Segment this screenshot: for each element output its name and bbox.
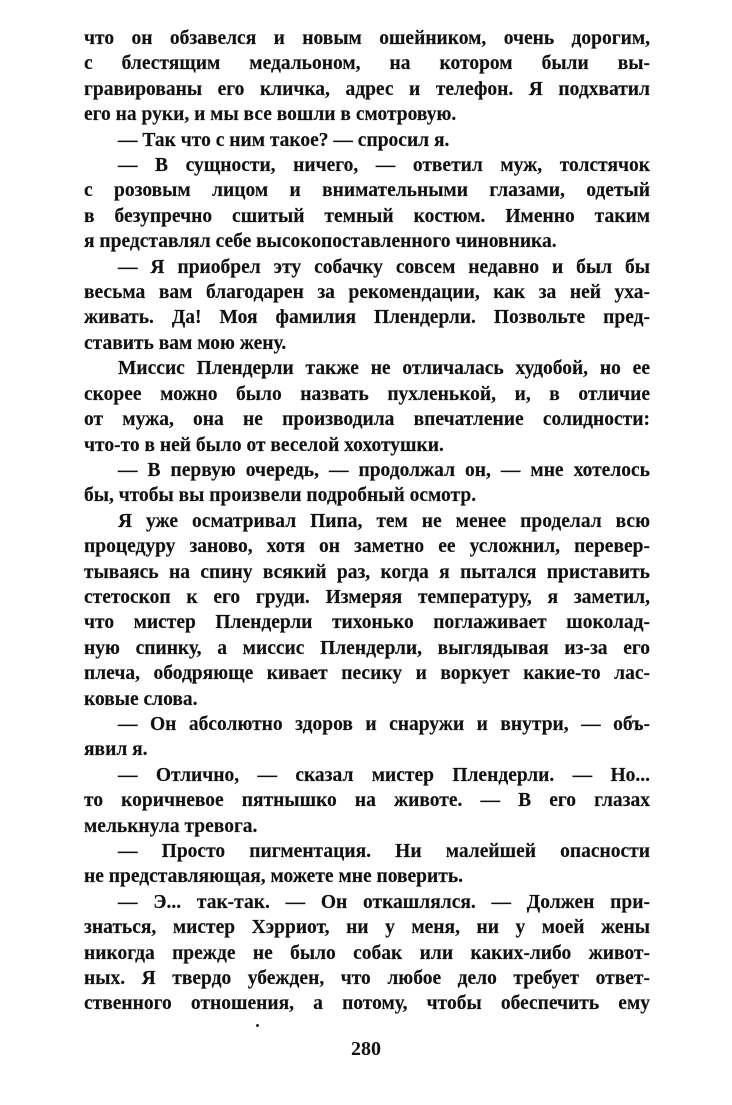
text-line: ную спинку, а миссис Плендерли, выглядывая из-за его	[84, 637, 650, 659]
text-line: стетоскоп к его груди. Измеряя температуру, я заметил,	[84, 586, 650, 608]
text-line: плеча, ободряюще кивает песику и воркует какие-то лас-	[84, 663, 650, 685]
text-line: что мистер Плендерли тихонько поглаживает шоколад-	[84, 612, 650, 634]
text-line: я представлял себе высокопоставленного чиновника.	[84, 231, 557, 253]
text-line: что он обзавелся и новым ошейником, очень дорогим,	[84, 28, 650, 49]
text-line: скорее можно было назвать пухленькой, и, в отличие	[84, 383, 650, 405]
text-line: — Отлично, — сказал мистер Плендерли. — Но...	[118, 764, 650, 786]
text-line: то коричневое пятнышко на животе. — В его глазах	[84, 790, 650, 812]
print-speck	[256, 1024, 259, 1027]
page-body	[84, 26, 650, 1017]
text-line: не представляющая, можете мне поверить.	[84, 866, 464, 888]
text-line: ставить вам мою жену.	[84, 332, 287, 354]
text-line: — Я приобрел эту собачку совсем недавно и был бы	[118, 256, 650, 278]
text-line: — Так что с ним такое? — спросил я.	[118, 129, 450, 151]
text-line: — Просто пигментация. Ни малейшей опасности	[118, 841, 650, 862]
page-number: 280	[351, 1038, 381, 1060]
text-line: его на руки, и мы все вошли в смотровую.	[84, 104, 457, 126]
text-line: гравированы его кличка, адрес и телефон. Я подхватил	[84, 78, 650, 100]
text-line: живать. Да! Моя фамилия Плендерли. Позвольте пред-	[84, 307, 650, 329]
text-line: знаться, мистер Хэрриот, ни у меня, ни у моей жены	[84, 917, 650, 939]
text-line: — В сущности, ничего, — ответил муж, толстячок	[118, 155, 650, 177]
text-line: — Э... так-так. — Он откашлялся. — Должен при-	[118, 891, 650, 913]
text-line: никогда прежде не было собак или каких-либо живот-	[84, 942, 650, 964]
text-line: — Он абсолютно здоров и снаружи и внутри, — объ-	[118, 713, 650, 735]
text-line: процедуру заново, хотя он заметно ее усложнил, перевер-	[84, 536, 650, 558]
text-line: с блестящим медальоном, на котором были вы-	[84, 53, 650, 75]
text-line: ных. Я твердо убежден, что любое дело требует ответ-	[84, 968, 650, 990]
text-line: весьма вам благодарен за рекомендации, как за ней уха-	[84, 282, 650, 304]
text-line: явил я.	[84, 739, 148, 761]
text-line: с розовым лицом и внимательными глазами, одетый	[84, 180, 650, 202]
text-line: Я уже осматривал Пипа, тем не менее проделал всю	[118, 510, 650, 532]
text-line: Миссис Плендерли также не отличалась худобой, но ее	[118, 358, 650, 380]
text-line: бы, чтобы вы произвели подробный осмотр.	[84, 485, 477, 507]
text-line: — В первую очередь, — продолжал он, — мне хотелось	[118, 459, 650, 481]
text-line: что-то в ней было от веселой хохотушки.	[84, 434, 444, 456]
text-line: ственного отношения, а потому, чтобы обеспечить ему	[84, 993, 650, 1015]
text-line: ковые слова.	[84, 688, 198, 710]
text-line: мелькнула тревога.	[84, 815, 258, 837]
text-line: тываясь на спину всякий раз, когда я пытался приставить	[84, 561, 650, 583]
text-line: от мужа, она не производила впечатление солидности:	[84, 409, 650, 431]
text-line: в безупречно сшитый темный костюм. Именно таким	[84, 205, 650, 227]
